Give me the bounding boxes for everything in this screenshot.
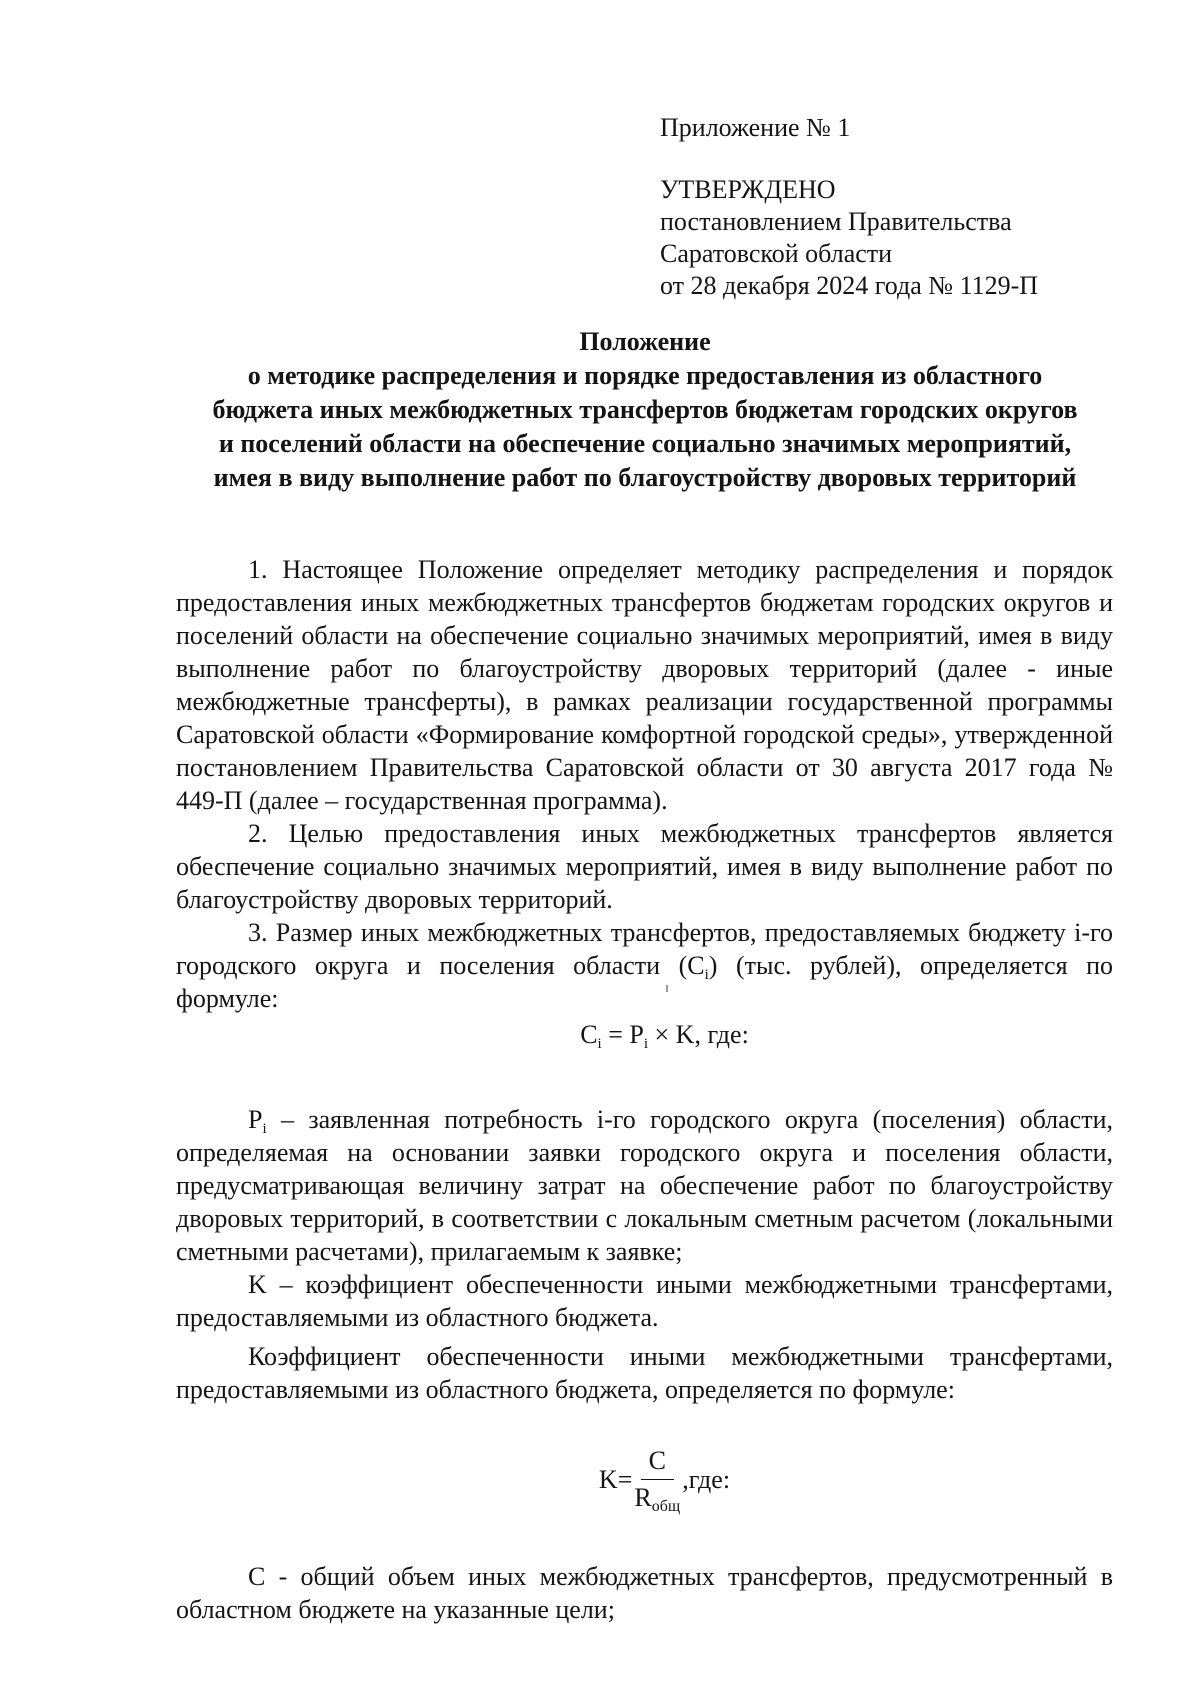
pi-subscript: i bbox=[262, 1121, 267, 1137]
paragraph-1: 1. Настоящее Положение определяет методику распределения и порядок предоставления иных межбюджетных трансфертов бюджетам городских округов и поселений области на обеспечение социально значимых мероприятий, имея в виду выполнение работ по благоустройству дворовых территорий (далее - иные межбюджетные трансферты), в рамках реализации государственной программы Саратовской области «Формирование комфортной городской среды», утвержденной постановлением Правительства Саратовской области от 30 августа 2017 года № 449-П (далее – государственная программа). bbox=[176, 555, 1113, 815]
approval-line-2: Саратовской области bbox=[660, 239, 893, 268]
approval-line-1: постановлением Правительства bbox=[660, 207, 1012, 236]
pi-variable: P bbox=[248, 1105, 263, 1134]
document-body bbox=[176, 553, 1113, 1626]
spacer bbox=[176, 1538, 1113, 1560]
paragraph-pi bbox=[176, 1103, 1113, 1268]
formula-k-fraction bbox=[634, 1445, 680, 1514]
paragraph-c: C - общий объем иных межбюджетных трансфертов, предусмотренный в областном бюджете на указанные цели; bbox=[176, 1562, 1113, 1624]
formula-ci-mid: = P bbox=[601, 1020, 644, 1049]
formula-k bbox=[176, 1420, 1113, 1538]
formula-k-den-sub: общ bbox=[651, 1497, 681, 1515]
scan-speck bbox=[666, 985, 668, 992]
formula-ci-end: × K, где: bbox=[648, 1020, 749, 1049]
paragraph-3-subscript: i bbox=[704, 967, 709, 983]
paragraph-3-start: 3. Размер иных межбюджетных трансфертов, предоставляемых бюджету i-го городского округа и поселения области (C bbox=[176, 918, 1113, 980]
paragraph-3-end: ) (тыс. рублей), определяется по формуле: bbox=[176, 951, 1113, 1013]
pi-description: – заявленная потребность i-го городского округа (поселения) области, определяемая на основании заявки городского округа и поселения области, предусматривающая величину затрат на обеспечение работ по благоустройству дворовых территорий, в соответствии с локальным сметным расчетом (локальными сметными расчетами), прилагаемым к заявке; bbox=[176, 1105, 1113, 1266]
formula-k-den-var: R bbox=[634, 1482, 652, 1512]
formula-k-numerator: C bbox=[641, 1445, 674, 1480]
approval-line-3: от 28 декабря 2024 года № 1129-П bbox=[660, 271, 1039, 300]
formula-k-end: ,где: bbox=[682, 1464, 731, 1494]
approved-stamp-text: УТВЕРЖДЕНО bbox=[660, 175, 836, 204]
appendix-label: Приложение № 1 bbox=[660, 113, 851, 142]
paragraph-2: 2. Целью предоставления иных межбюджетных трансфертов является обеспечение социально значимых мероприятий, имея в виду выполнение работ по благоустройству дворовых территорий. bbox=[176, 819, 1113, 914]
formula-k-lhs: K= bbox=[598, 1464, 633, 1494]
paragraph-3 bbox=[176, 916, 1113, 1015]
formula-ci-c: C bbox=[580, 1020, 598, 1049]
formula-ci-p-sub: i bbox=[643, 1036, 648, 1052]
spacer bbox=[176, 1057, 1113, 1103]
approval-block bbox=[660, 112, 1120, 302]
formula-k-denominator bbox=[634, 1480, 680, 1514]
formula-ci-c-sub: i bbox=[597, 1036, 602, 1052]
document-title bbox=[170, 325, 1120, 495]
formula-ci bbox=[176, 1017, 1113, 1057]
paragraph-k: K – коэффициент обеспеченности иными межбюджетными трансфертами, предоставляемыми из областного бюджета. bbox=[176, 1270, 1113, 1332]
title-subtitle: о методике распределения и порядке предоставления из областного бюджета иных межбюджетных трансфертов бюджетам городских округов и поселений области на обеспечение социально значимых мероприятий, имея в виду выполнение работ по благоустройству дворовых территорий bbox=[212, 361, 1078, 492]
title-name: Положение bbox=[579, 327, 711, 356]
paragraph-coefficient: Коэффициент обеспеченности иными межбюджетными трансфертами, предоставляемыми из областного бюджета, определяется по формуле: bbox=[176, 1342, 1113, 1404]
